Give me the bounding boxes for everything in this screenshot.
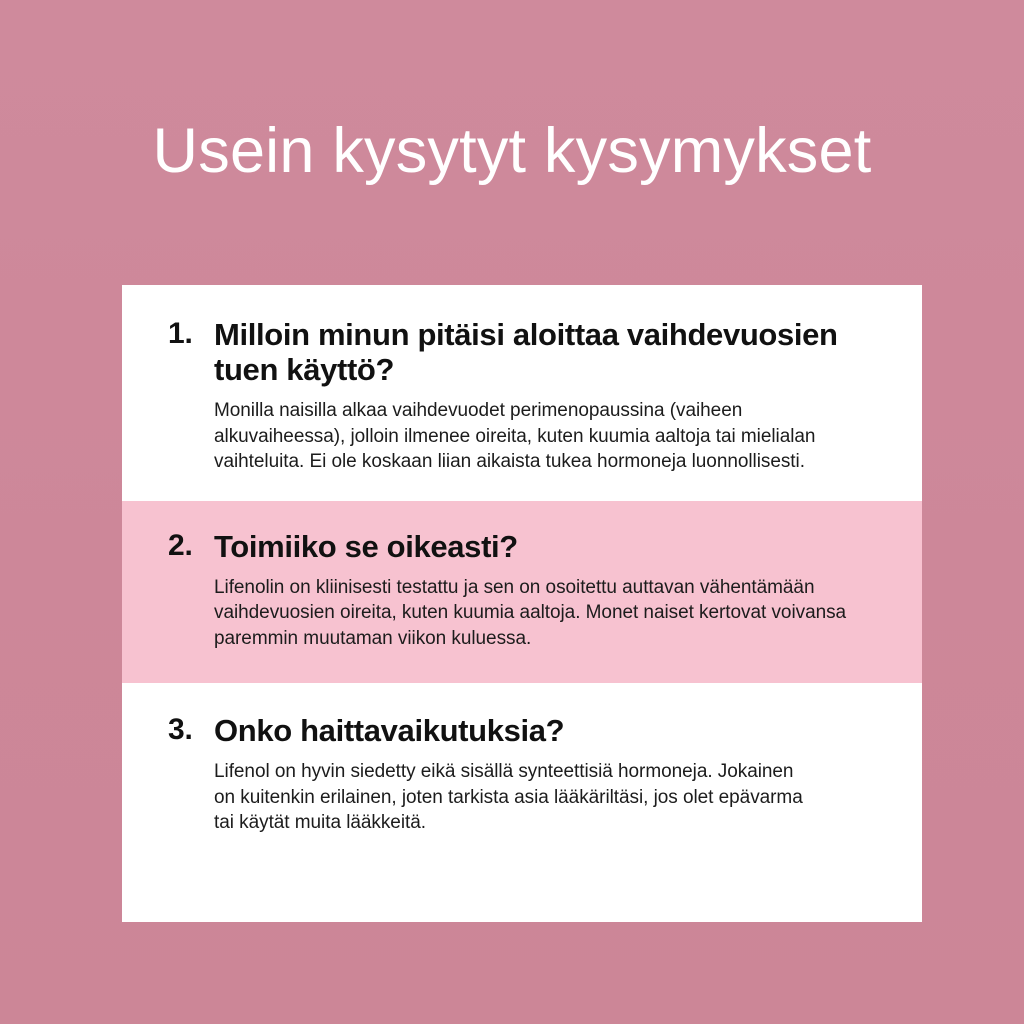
faq-answer: Lifenol on hyvin siedetty eikä sisällä synteettisiä hormoneja. Jokainen on kuitenkin erilainen, joten tarkista asia lääkäriltäsi, jos olet epävarma tai käytät muita lääkkeitä.: [214, 761, 803, 833]
faq-question: Milloin minun pitäisi aloittaa vaihdevuosien tuen käyttö?: [214, 317, 838, 387]
faq-item: [122, 501, 922, 684]
faq-item: [122, 285, 922, 501]
faq-question-row: [168, 529, 876, 564]
faq-question: Toimiiko se oikeasti?: [214, 528, 518, 564]
faq-question-row: [168, 317, 876, 387]
page-title: Usein kysytyt kysymykset: [152, 116, 872, 186]
faq-question-row: [168, 713, 876, 748]
faq-answer: Lifenolin on kliinisesti testattu ja sen on osoitettu auttavan vähentämään vaihdevuosien oireita, kuten kuumia aaltoja. Monet naiset kertovat voivansa paremmin muutaman viikon kuluessa.: [214, 576, 847, 649]
faq-item-number: 2.: [168, 528, 193, 562]
faq-item: [122, 683, 922, 870]
faq-question: Onko haittavaikutuksia?: [214, 713, 565, 748]
faq-answer: Monilla naisilla alkaa vaihdevuodet perimenopaussina (vaiheen alkuvaiheessa), jolloin ilmenee oireita, kuten kuumia aaltoja tai mielialan vaihteluita. Ei ole koskaan liian aikaista tukea hormoneja luonnollisesti.: [214, 400, 816, 472]
faq-card: [122, 285, 922, 922]
faq-item-number: 3.: [168, 713, 193, 746]
faq-item-number: 1.: [168, 317, 193, 350]
